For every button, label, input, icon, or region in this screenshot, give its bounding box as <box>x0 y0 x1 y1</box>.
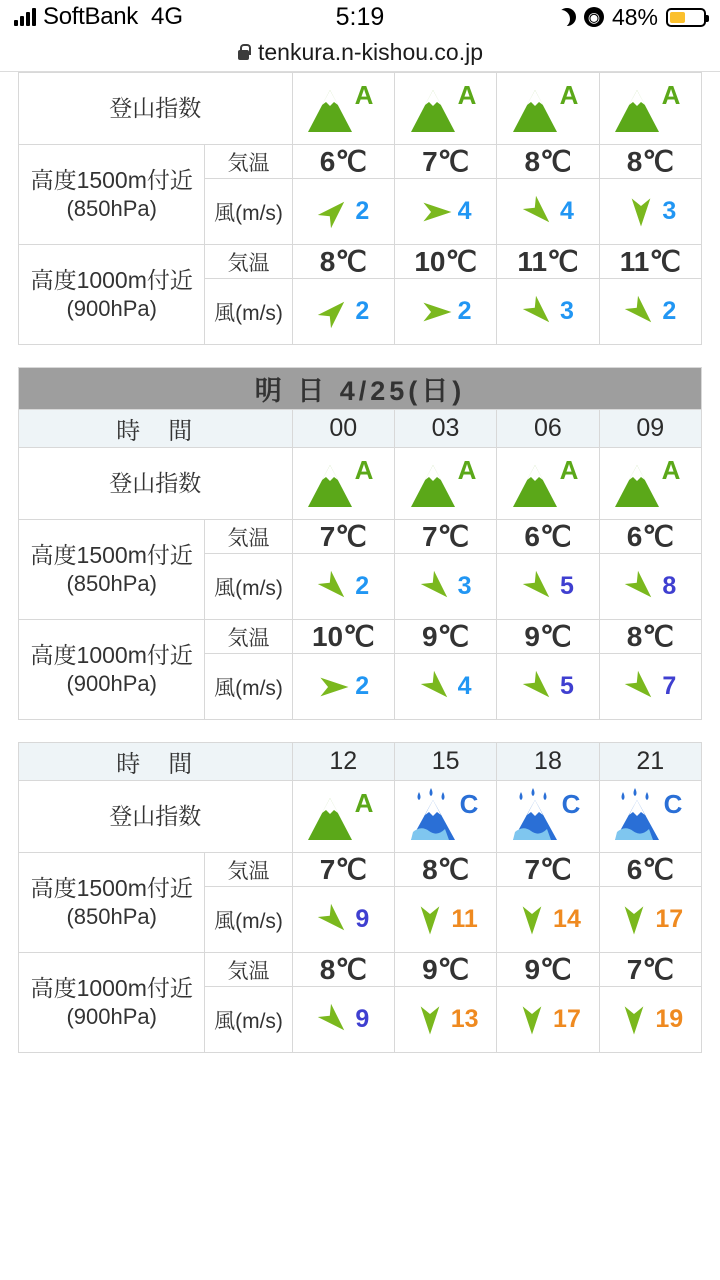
url-text[interactable]: tenkura.n-kishou.co.jp <box>257 39 483 65</box>
alt1000-wind-0: 9 <box>292 987 394 1053</box>
today-body <box>19 73 702 345</box>
wind-arrow-icon <box>420 295 454 329</box>
alt1000-wind-3: 2 <box>599 279 701 345</box>
alt1500-temp-row <box>19 145 702 179</box>
wind-arrow-icon <box>624 570 658 604</box>
climb-index-mountain-icon <box>407 453 485 515</box>
day-header-row <box>19 368 702 410</box>
alt1000-label: 高度1000m付近 (900hPa) <box>19 620 205 720</box>
forecast-table-tomorrow-pm <box>18 742 702 1053</box>
alt1000-temp-3: 8℃ <box>599 620 701 654</box>
wind-arrow-icon <box>522 570 556 604</box>
wind-arrow-icon <box>624 195 658 229</box>
wind-label: 風(m/s) <box>205 554 292 620</box>
alt1000-wind-1: 2 <box>394 279 496 345</box>
alt1000-wind-0: 2 <box>292 279 394 345</box>
wind-arrow-icon <box>420 195 454 229</box>
section-gap-2 <box>18 720 702 742</box>
alt1000-temp-3: 7℃ <box>599 953 701 987</box>
hour-header-row <box>19 410 702 448</box>
climb-index-rain-icon <box>407 786 485 848</box>
wind-arrow-icon <box>617 903 651 937</box>
climb-index-mountain-icon <box>304 786 382 848</box>
svg-text:A: A <box>457 79 476 110</box>
alt1500-wind-0: 9 <box>292 887 394 953</box>
svg-text:A: A <box>457 454 476 485</box>
alt1500-wind-2: 4 <box>497 179 599 245</box>
temp-label: 気温 <box>205 853 292 887</box>
alt1500-temp-3: 6℃ <box>599 853 701 887</box>
climb-index-cell-1 <box>394 448 496 520</box>
climb-index-cell-3 <box>599 781 701 853</box>
carrier-label: SoftBank <box>43 3 138 30</box>
wind-arrow-icon <box>317 195 351 229</box>
tomorrow-am-body <box>19 368 702 720</box>
climb-index-mountain-icon <box>509 453 587 515</box>
svg-text:A: A <box>661 79 681 110</box>
wind-label: 風(m/s) <box>205 279 292 345</box>
alt1000-temp-1: 9℃ <box>394 620 496 654</box>
wind-arrow-icon <box>522 670 556 704</box>
climb-index-cell-2 <box>497 73 599 145</box>
alt1000-wind-1: 13 <box>394 987 496 1053</box>
alt1000-wind-3: 7 <box>599 654 701 720</box>
alt1000-temp-row <box>19 245 702 279</box>
climb-index-cell-1 <box>394 73 496 145</box>
alt1500-temp-1: 7℃ <box>394 145 496 179</box>
climb-index-mountain-icon <box>407 78 485 140</box>
climb-index-cell-3 <box>599 448 701 520</box>
alt1000-wind-1: 4 <box>394 654 496 720</box>
wind-label: 風(m/s) <box>205 179 292 245</box>
climb-index-mountain-icon <box>509 78 587 140</box>
hour-col-2: 06 <box>497 410 599 448</box>
svg-text:A: A <box>354 79 374 110</box>
alt1500-wind-1: 4 <box>394 179 496 245</box>
alt1000-wind-2: 5 <box>497 654 599 720</box>
alt1000-wind-0: 2 <box>292 654 394 720</box>
hour-col-1: 03 <box>394 410 496 448</box>
alt1500-temp-0: 7℃ <box>292 520 394 554</box>
wind-label: 風(m/s) <box>205 887 292 953</box>
svg-text:C: C <box>561 788 581 819</box>
alt1500-wind-2: 14 <box>497 887 599 953</box>
svg-text:A: A <box>354 787 374 818</box>
hour-col-0: 00 <box>292 410 394 448</box>
wind-arrow-icon <box>317 570 351 604</box>
alt1500-temp-2: 6℃ <box>497 520 599 554</box>
alt1500-temp-0: 6℃ <box>292 145 394 179</box>
status-bar <box>0 0 720 34</box>
svg-text:C: C <box>663 788 683 819</box>
hour-col-3: 21 <box>599 743 701 781</box>
climb-index-rain-icon <box>509 786 587 848</box>
network-type-label: 4G <box>151 3 184 30</box>
climb-index-cell-0 <box>292 781 394 853</box>
alt1000-temp-2: 9℃ <box>497 620 599 654</box>
battery-percent-label: 48% <box>611 3 658 30</box>
alt1500-temp-row <box>19 853 702 887</box>
svg-text:C: C <box>459 788 478 819</box>
wind-label: 風(m/s) <box>205 654 292 720</box>
climb-index-mountain-icon <box>304 78 382 140</box>
wind-arrow-icon <box>522 295 556 329</box>
alt1000-label: 高度1000m付近 (900hPa) <box>19 953 205 1053</box>
wind-arrow-icon <box>624 295 658 329</box>
alt1500-wind-3: 8 <box>599 554 701 620</box>
time-label: 時 間 <box>19 410 293 448</box>
day-label: 明 日 4/25(日) <box>19 368 702 410</box>
svg-text:A: A <box>354 454 374 485</box>
climb-index-row <box>19 781 702 853</box>
alt1500-temp-1: 7℃ <box>394 520 496 554</box>
browser-url-bar[interactable] <box>0 34 720 72</box>
alt1500-label: 高度1500m付近 (850hPa) <box>19 853 205 953</box>
climb-index-mountain-icon <box>611 453 689 515</box>
wind-arrow-icon <box>624 670 658 704</box>
climb-index-label: 登山指数 <box>19 73 293 145</box>
alt1000-temp-2: 11℃ <box>497 245 599 279</box>
hour-col-2: 18 <box>497 743 599 781</box>
wind-arrow-icon <box>522 195 556 229</box>
temp-label: 気温 <box>205 245 292 279</box>
alt1500-wind-0: 2 <box>292 554 394 620</box>
alt1500-temp-1: 8℃ <box>394 853 496 887</box>
wind-arrow-icon <box>515 903 549 937</box>
alt1500-temp-0: 7℃ <box>292 853 394 887</box>
alt1000-temp-3: 11℃ <box>599 245 701 279</box>
alt1500-wind-1: 3 <box>394 554 496 620</box>
alt1500-wind-2: 5 <box>497 554 599 620</box>
hour-header-row <box>19 743 702 781</box>
temp-label: 気温 <box>205 520 292 554</box>
climb-index-mountain-icon <box>304 453 382 515</box>
moon-icon <box>558 8 576 26</box>
climb-index-label: 登山指数 <box>19 448 293 520</box>
climb-index-row <box>19 73 702 145</box>
climb-index-cell-0 <box>292 73 394 145</box>
forecast-table-tomorrow-am <box>18 367 702 720</box>
temp-label: 気温 <box>205 620 292 654</box>
wind-arrow-icon <box>317 1003 351 1037</box>
alt1000-temp-0: 10℃ <box>292 620 394 654</box>
weather-page <box>0 72 720 1053</box>
alt1500-label: 高度1500m付近 (850hPa) <box>19 520 205 620</box>
clock: 5:19 <box>335 2 385 31</box>
alt1000-wind-2: 3 <box>497 279 599 345</box>
alt1000-temp-0: 8℃ <box>292 953 394 987</box>
alt1000-temp-row <box>19 620 702 654</box>
climb-index-rain-icon <box>611 786 689 848</box>
wind-arrow-icon <box>420 670 454 704</box>
hour-col-0: 12 <box>292 743 394 781</box>
alt1000-wind-3: 19 <box>599 987 701 1053</box>
alt1000-temp-0: 8℃ <box>292 245 394 279</box>
alt1000-temp-2: 9℃ <box>497 953 599 987</box>
svg-text:A: A <box>661 454 681 485</box>
temp-label: 気温 <box>205 145 292 179</box>
climb-index-row <box>19 448 702 520</box>
temp-label: 気温 <box>205 953 292 987</box>
climb-index-cell-2 <box>497 448 599 520</box>
wind-arrow-icon <box>317 670 351 704</box>
alt1000-wind-2: 17 <box>497 987 599 1053</box>
padlock-icon <box>237 44 250 61</box>
section-gap <box>18 345 702 367</box>
hour-col-1: 15 <box>394 743 496 781</box>
alt1000-label: 高度1000m付近 (900hPa) <box>19 245 205 345</box>
wind-arrow-icon <box>413 1003 447 1037</box>
alt1500-wind-3: 17 <box>599 887 701 953</box>
time-label: 時 間 <box>19 743 293 781</box>
wind-arrow-icon <box>420 570 454 604</box>
climb-index-cell-1 <box>394 781 496 853</box>
battery-icon <box>666 8 706 27</box>
wind-arrow-icon <box>617 1003 651 1037</box>
alt1000-temp-1: 9℃ <box>394 953 496 987</box>
alt1500-wind-3: 3 <box>599 179 701 245</box>
climb-index-label: 登山指数 <box>19 781 293 853</box>
alt1500-temp-3: 8℃ <box>599 145 701 179</box>
wind-label: 風(m/s) <box>205 987 292 1053</box>
climb-index-cell-3 <box>599 73 701 145</box>
climb-index-cell-0 <box>292 448 394 520</box>
wind-arrow-icon <box>317 903 351 937</box>
signal-icon <box>14 8 36 26</box>
alt1000-temp-1: 10℃ <box>394 245 496 279</box>
alt1500-label: 高度1500m付近 (850hPa) <box>19 145 205 245</box>
alt1500-temp-row <box>19 520 702 554</box>
alt1500-temp-3: 6℃ <box>599 520 701 554</box>
tomorrow-pm-body <box>19 743 702 1053</box>
climb-index-mountain-icon <box>611 78 689 140</box>
alt1000-temp-row <box>19 953 702 987</box>
alt1500-wind-0: 2 <box>292 179 394 245</box>
svg-text:A: A <box>559 79 579 110</box>
alt1500-temp-2: 7℃ <box>497 853 599 887</box>
forecast-table-today <box>18 72 702 345</box>
do-not-disturb-icon: ◉ <box>584 7 604 27</box>
alt1500-wind-1: 11 <box>394 887 496 953</box>
climb-index-cell-2 <box>497 781 599 853</box>
wind-arrow-icon <box>413 903 447 937</box>
svg-text:A: A <box>559 454 579 485</box>
wind-arrow-icon <box>317 295 351 329</box>
alt1500-temp-2: 8℃ <box>497 145 599 179</box>
hour-col-3: 09 <box>599 410 701 448</box>
wind-arrow-icon <box>515 1003 549 1037</box>
